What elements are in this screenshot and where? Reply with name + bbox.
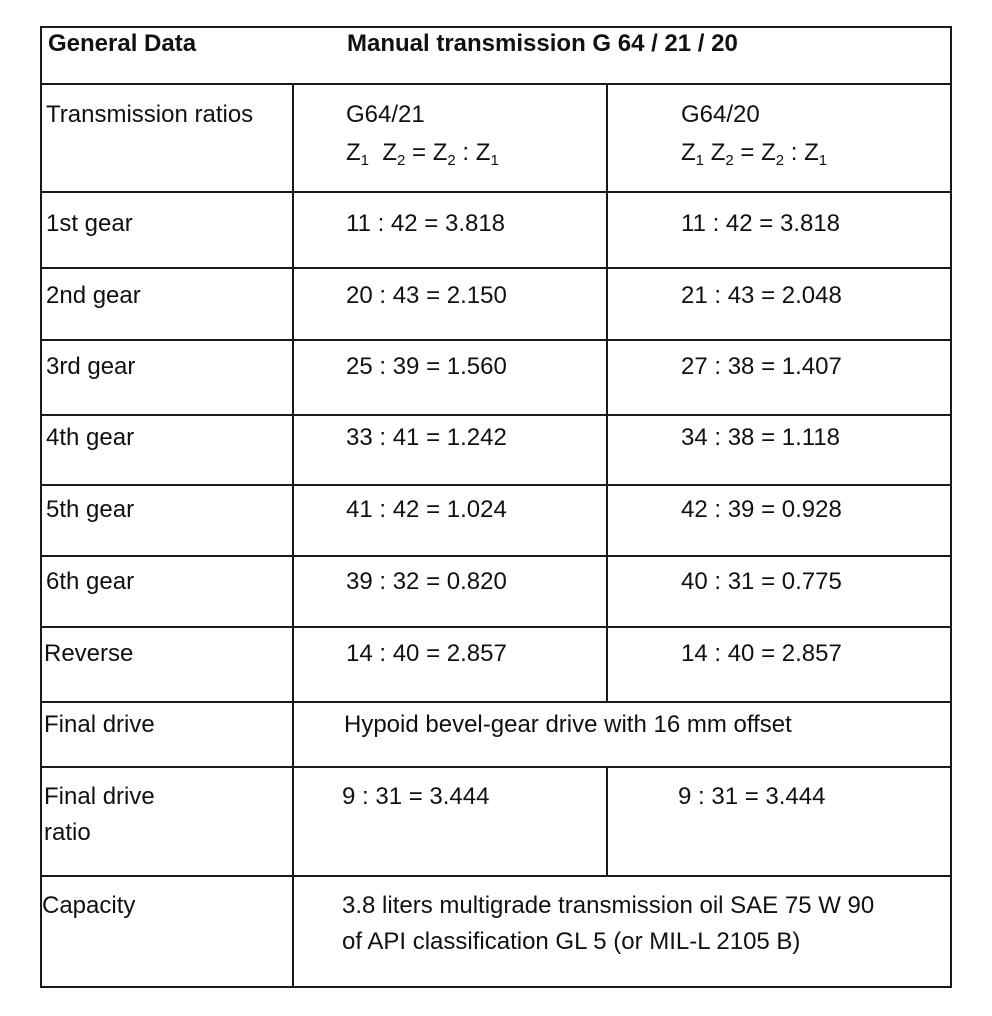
rule-after-header (40, 83, 952, 85)
rule-after-final-ratio (40, 875, 952, 877)
gear-ratio-g64-20: 11 : 42 = 3.818 (681, 210, 841, 237)
gear-ratio-g64-21: 14 : 40 = 2.857 (346, 640, 507, 667)
capacity-label: Capacity (42, 892, 136, 919)
header-general-data: General Data (48, 30, 197, 57)
gear-ratio-g64-20: 21 : 43 = 2.048 (681, 282, 842, 309)
gear-label: 4th gear (46, 424, 135, 451)
capacity-value-line1: 3.8 liters multigrade transmission oil SAE 75 W 90 (342, 892, 875, 919)
rule-after-ratios (40, 191, 952, 193)
rule-after-gear-3 (40, 414, 952, 416)
rule-after-final-drive (40, 766, 952, 768)
gear-ratio-g64-21: 39 : 32 = 0.820 (346, 568, 507, 595)
final-ratio-g64-20: 9 : 31 = 3.444 (678, 783, 826, 810)
ratios-label: Transmission ratios (46, 101, 254, 128)
gear-label: 2nd gear (46, 282, 141, 309)
ratios-col2-formula: $Z_1$ $Z_2 = Z_2$ : $Z_1$ (681, 139, 828, 169)
rule-mid-final-ratio (606, 766, 608, 877)
header-title: Manual transmission G 64 / 21 / 20 (347, 30, 738, 57)
gear-ratio-g64-21: 11 : 42 = 3.818 (346, 210, 506, 237)
transmission-data-table (40, 26, 952, 988)
ratios-col2-name: G64/20 (681, 101, 760, 128)
gear-ratio-g64-20: 42 : 39 = 0.928 (681, 496, 842, 523)
gear-ratio-g64-20: 14 : 40 = 2.857 (681, 640, 842, 667)
final-ratio-label-line2: ratio (44, 819, 91, 846)
rule-after-gear-1 (40, 267, 952, 269)
gear-ratio-g64-21: 20 : 43 = 2.150 (346, 282, 507, 309)
rule-bottom (40, 986, 952, 988)
ratios-col1-name: G64/21 (346, 101, 425, 128)
rule-after-gear-2 (40, 339, 952, 341)
rule-mid-ratios (606, 83, 608, 703)
rule-after-gear-4 (40, 484, 952, 486)
gear-label: 6th gear (46, 568, 135, 595)
rule-left (40, 26, 42, 988)
rule-after-gear-6 (40, 626, 952, 628)
gear-ratio-g64-21: 25 : 39 = 1.560 (346, 353, 507, 380)
gear-ratio-g64-20: 27 : 38 = 1.407 (681, 353, 842, 380)
final-drive-label: Final drive (44, 711, 155, 738)
gear-ratio-g64-21: 41 : 42 = 1.024 (346, 496, 507, 523)
capacity-value-line2: of API classification GL 5 (or MIL-L 2105 B) (342, 928, 801, 955)
final-drive-value: Hypoid bevel-gear drive with 16 mm offset (344, 711, 792, 738)
gear-label: 5th gear (46, 496, 135, 523)
gear-ratio-g64-21: 33 : 41 = 1.242 (346, 424, 507, 451)
rule-after-gear-5 (40, 555, 952, 557)
gear-ratio-g64-20: 34 : 38 = 1.118 (681, 424, 841, 451)
final-ratio-label-line1: Final drive (44, 783, 155, 810)
gear-label: Reverse (44, 640, 134, 667)
ratios-col1-formula: $Z_1$ $Z_2 = Z_2$ : $Z_1$ (346, 139, 499, 169)
rule-after-reverse (40, 701, 952, 703)
gear-ratio-g64-20: 40 : 31 = 0.775 (681, 568, 842, 595)
rule-right (950, 26, 952, 988)
gear-label: 1st gear (46, 210, 133, 237)
rule-col-divider (292, 83, 294, 988)
final-ratio-g64-21: 9 : 31 = 3.444 (342, 783, 490, 810)
gear-label: 3rd gear (46, 353, 136, 380)
